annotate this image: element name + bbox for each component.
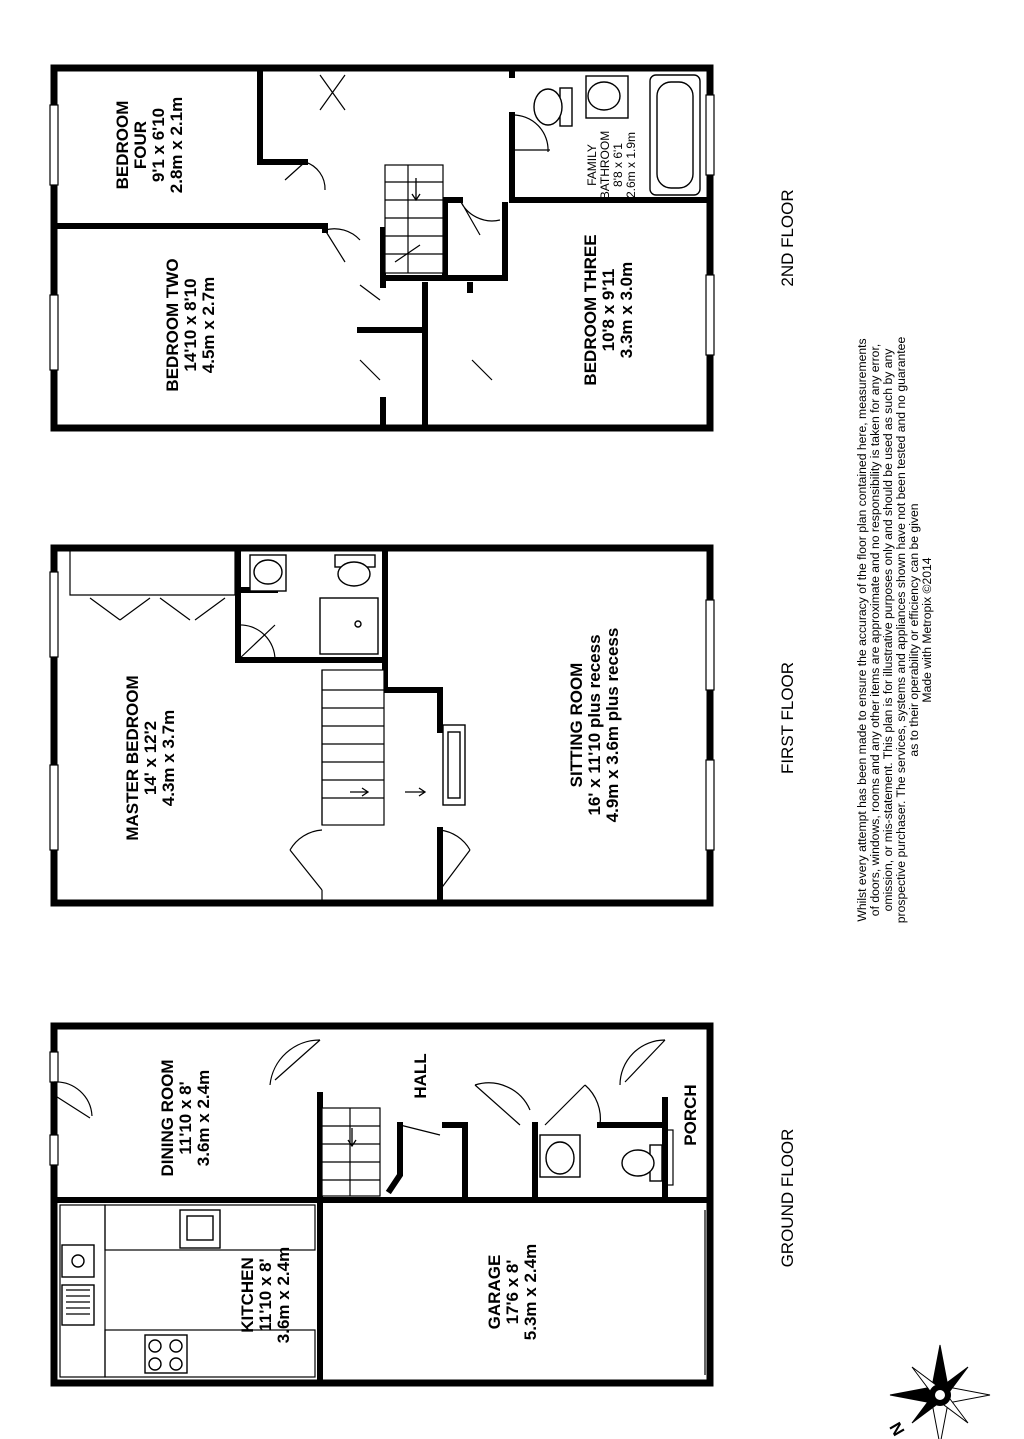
floor-title: GROUND FLOOR xyxy=(778,1128,797,1268)
room-size-metric: 4.9m x 3.6m plus recess xyxy=(603,627,622,823)
door xyxy=(440,830,470,890)
window xyxy=(50,572,58,657)
north-label: N xyxy=(885,1418,909,1439)
master-bedroom-label xyxy=(123,675,178,840)
sink xyxy=(250,555,286,591)
room-size-imperial: 11'10 x 8' xyxy=(256,1258,275,1332)
bedroom-four-label xyxy=(113,97,186,193)
window xyxy=(50,105,58,185)
disclaimer-line: as to their operability or efficiency can be given xyxy=(907,503,921,757)
window xyxy=(50,765,58,850)
window xyxy=(706,600,714,690)
wall xyxy=(385,550,440,730)
room-size-metric: 3.6m x 2.4m xyxy=(194,1069,213,1167)
wardrobe xyxy=(70,550,235,595)
sink xyxy=(586,76,628,118)
room-name: FAMILY xyxy=(585,144,599,186)
wall xyxy=(390,1125,465,1200)
microwave xyxy=(180,1210,220,1248)
room-name: BEDROOM THREE xyxy=(581,234,600,386)
room-size-imperial: 14' x 12'2 xyxy=(141,720,160,796)
shower xyxy=(320,598,378,654)
ground-floor-plan xyxy=(50,1026,710,1383)
kitchen-sink xyxy=(62,1245,94,1325)
room-size-metric: 3.3m x 3.0m xyxy=(617,261,636,359)
window xyxy=(706,275,714,355)
dining-room-label xyxy=(158,1059,213,1176)
bathtub xyxy=(650,75,700,195)
toilet xyxy=(622,1145,662,1181)
shower-drain xyxy=(355,621,361,627)
door xyxy=(320,75,345,110)
door xyxy=(290,830,322,903)
floor-title: FIRST FLOOR xyxy=(778,661,797,775)
family-bathroom-label xyxy=(585,131,638,199)
room-size-metric: 3.6m x 2.4m xyxy=(274,1246,293,1344)
second-floor-label xyxy=(778,189,797,286)
room-name: KITCHEN xyxy=(238,1257,257,1333)
room-name: HALL xyxy=(411,1053,430,1099)
wardrobe-door xyxy=(90,598,225,620)
porch-label xyxy=(681,1084,700,1145)
room-size-imperial: 9'1 x 6'10 xyxy=(149,107,168,183)
toilet xyxy=(335,555,375,586)
room-name: GARAGE xyxy=(485,1254,504,1330)
window xyxy=(50,1052,58,1082)
window xyxy=(706,760,714,850)
room-name: PORCH xyxy=(681,1084,700,1146)
door xyxy=(475,1083,530,1125)
door xyxy=(400,1125,440,1135)
room-size-metric: 5.3m x 2.4m xyxy=(521,1243,540,1341)
room-size-imperial: 16' x 11'10 plus recess xyxy=(585,634,604,816)
room-size-imperial: 8'8 x 6'1 xyxy=(611,143,625,187)
door xyxy=(238,625,275,660)
room-name: MASTER BEDROOM xyxy=(123,675,142,841)
room-size-imperial: 11'10 x 8' xyxy=(176,1081,195,1155)
floor-title: 2ND FLOOR xyxy=(778,189,797,287)
room-size-metric: 2.6m x 1.9m xyxy=(624,131,638,199)
room-size-imperial: 10'8 x 9'11 xyxy=(599,268,618,352)
disclaimer-line: of doors, windows, rooms and any other items are approximate and no responsibility is taken for any error, xyxy=(868,343,882,917)
door xyxy=(545,1085,600,1125)
wall xyxy=(360,278,470,428)
hob xyxy=(145,1335,187,1373)
room-name: BATHROOM xyxy=(598,130,612,200)
room-size-metric: 4.5m x 2.7m xyxy=(199,276,218,374)
room-name: BEDROOM TWO xyxy=(163,258,182,392)
door xyxy=(620,1040,665,1085)
first-floor-label xyxy=(778,662,797,774)
room-name: FOUR xyxy=(131,120,150,170)
door xyxy=(270,1040,320,1085)
sitting-room-label xyxy=(567,628,622,823)
window xyxy=(50,1135,58,1165)
disclaimer-line: Made with Metropix ©2014 xyxy=(920,557,934,703)
disclaimer-line: prospective purchaser. The services, systems and appliances shown have not been tested and no guarantee xyxy=(894,336,908,924)
window xyxy=(50,295,58,370)
stair-arrow xyxy=(405,788,425,796)
hall-label xyxy=(411,1053,430,1098)
room-size-metric: 4.3m x 3.7m xyxy=(159,709,178,807)
room-name: BEDROOM xyxy=(113,100,132,190)
room-size-imperial: 17'6 x 8' xyxy=(503,1259,522,1325)
kitchen-label xyxy=(238,1247,293,1343)
disclaimer-line: omission, or mis-statement. This plan is for illustrative purposes only and should be used as such by any xyxy=(881,348,895,912)
door xyxy=(460,200,500,235)
staircase xyxy=(322,670,384,825)
staircase xyxy=(385,165,443,273)
sink xyxy=(540,1135,580,1177)
door xyxy=(325,229,360,262)
room-name: SITTING ROOM xyxy=(567,662,586,788)
door xyxy=(285,162,325,190)
fireplace-hearth xyxy=(448,732,460,798)
room-size-imperial: 14'10 x 8'10 xyxy=(181,278,200,372)
room-name: DINING ROOM xyxy=(158,1059,177,1177)
bedroom-three-label xyxy=(581,234,636,385)
toilet xyxy=(534,88,572,126)
bedroom-two-label xyxy=(163,258,218,391)
patio-door xyxy=(54,1082,92,1118)
room-size-metric: 2.8m x 2.1m xyxy=(167,96,186,194)
disclaimer xyxy=(855,337,934,924)
garage-label xyxy=(485,1244,540,1340)
wall xyxy=(260,70,305,162)
compass-north-label xyxy=(886,1419,909,1439)
disclaimer-line: Whilst every attempt has been made to ensure the accuracy of the floor plan contained here, measurements xyxy=(855,338,869,922)
ground-floor-label xyxy=(778,1129,797,1268)
window xyxy=(706,95,714,175)
staircase xyxy=(322,1108,380,1196)
